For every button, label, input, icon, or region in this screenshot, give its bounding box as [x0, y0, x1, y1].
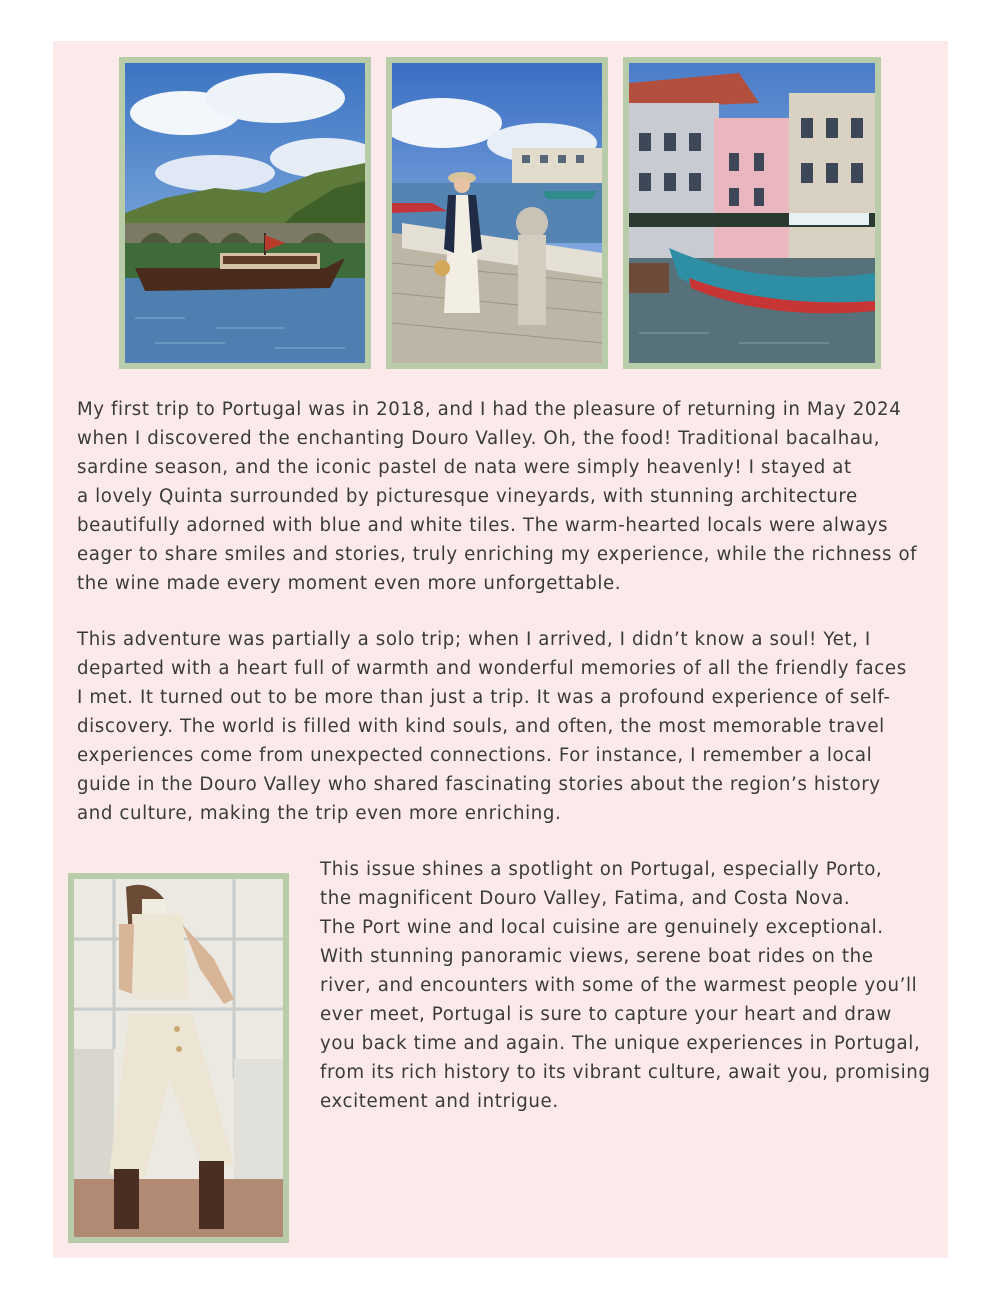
photo-cream-outfit: [68, 873, 289, 1243]
paragraph-line: discovery. The world is filled with kind souls, and often, the most memorable travel: [77, 716, 885, 737]
canal-illustration: [629, 63, 875, 363]
paragraph-line: With stunning panoramic views, serene boat rides on the: [320, 946, 874, 967]
paragraph-line: experiences come from unexpected connections. For instance, I remember a local: [77, 745, 873, 766]
solo-trip-paragraph: [77, 625, 907, 828]
paragraph-line: beautifully adorned with blue and white tiles. The warm-hearted locals were always: [77, 515, 889, 536]
douro-boat-illustration: [125, 63, 365, 363]
outfit-illustration: [74, 879, 283, 1237]
magazine-page: [53, 41, 948, 1258]
paragraph-line: a lovely Quinta surrounded by picturesque vineyards, with stunning architecture: [77, 486, 858, 507]
paragraph-line: when I discovered the enchanting Douro Valley. Oh, the food! Traditional bacalhau,: [77, 428, 881, 449]
paragraph-line: departed with a heart full of warmth and wonderful memories of all the friendly faces: [77, 658, 907, 679]
paragraph-line: excitement and intrigue.: [320, 1091, 559, 1112]
paragraph-line: This adventure was partially a solo trip; when I arrived, I didn’t know a soul! Yet, I: [77, 629, 871, 650]
photo-woman-aveiro-promenade: [386, 57, 608, 369]
intro-paragraph: [77, 395, 917, 598]
photo-douro-river-boat: [119, 57, 371, 369]
paragraph-line: The Port wine and local cuisine are genuinely exceptional.: [320, 917, 884, 938]
paragraph-line: and culture, making the trip even more enriching.: [77, 803, 562, 824]
paragraph-line: sardine season, and the iconic pastel de nata were simply heavenly! I stayed at: [77, 457, 852, 478]
paragraph-line: the wine made every moment even more unforgettable.: [77, 573, 622, 594]
paragraph-line: eager to share smiles and stories, truly enriching my experience, while the richness of: [77, 544, 918, 565]
paragraph-line: I met. It turned out to be more than just a trip. It was a profound experience of self-: [77, 687, 891, 708]
paragraph-line: This issue shines a spotlight on Portugal, especially Porto,: [320, 859, 883, 880]
paragraph-line: My first trip to Portugal was in 2018, and I had the pleasure of returning in May 2024: [77, 399, 902, 420]
paragraph-line: from its rich history to its vibrant culture, await you, promising: [320, 1062, 931, 1083]
paragraph-line: the magnificent Douro Valley, Fatima, and Costa Nova.: [320, 888, 851, 909]
paragraph-line: ever meet, Portugal is sure to capture your heart and draw: [320, 1004, 892, 1025]
photo-aveiro-canal-buildings: [623, 57, 881, 369]
spotlight-paragraph: [320, 855, 931, 1116]
promenade-illustration: [392, 63, 602, 363]
paragraph-line: guide in the Douro Valley who shared fascinating stories about the region’s history: [77, 774, 881, 795]
paragraph-line: you back time and again. The unique experiences in Portugal,: [320, 1033, 921, 1054]
paragraph-line: river, and encounters with some of the warmest people you’ll: [320, 975, 918, 996]
